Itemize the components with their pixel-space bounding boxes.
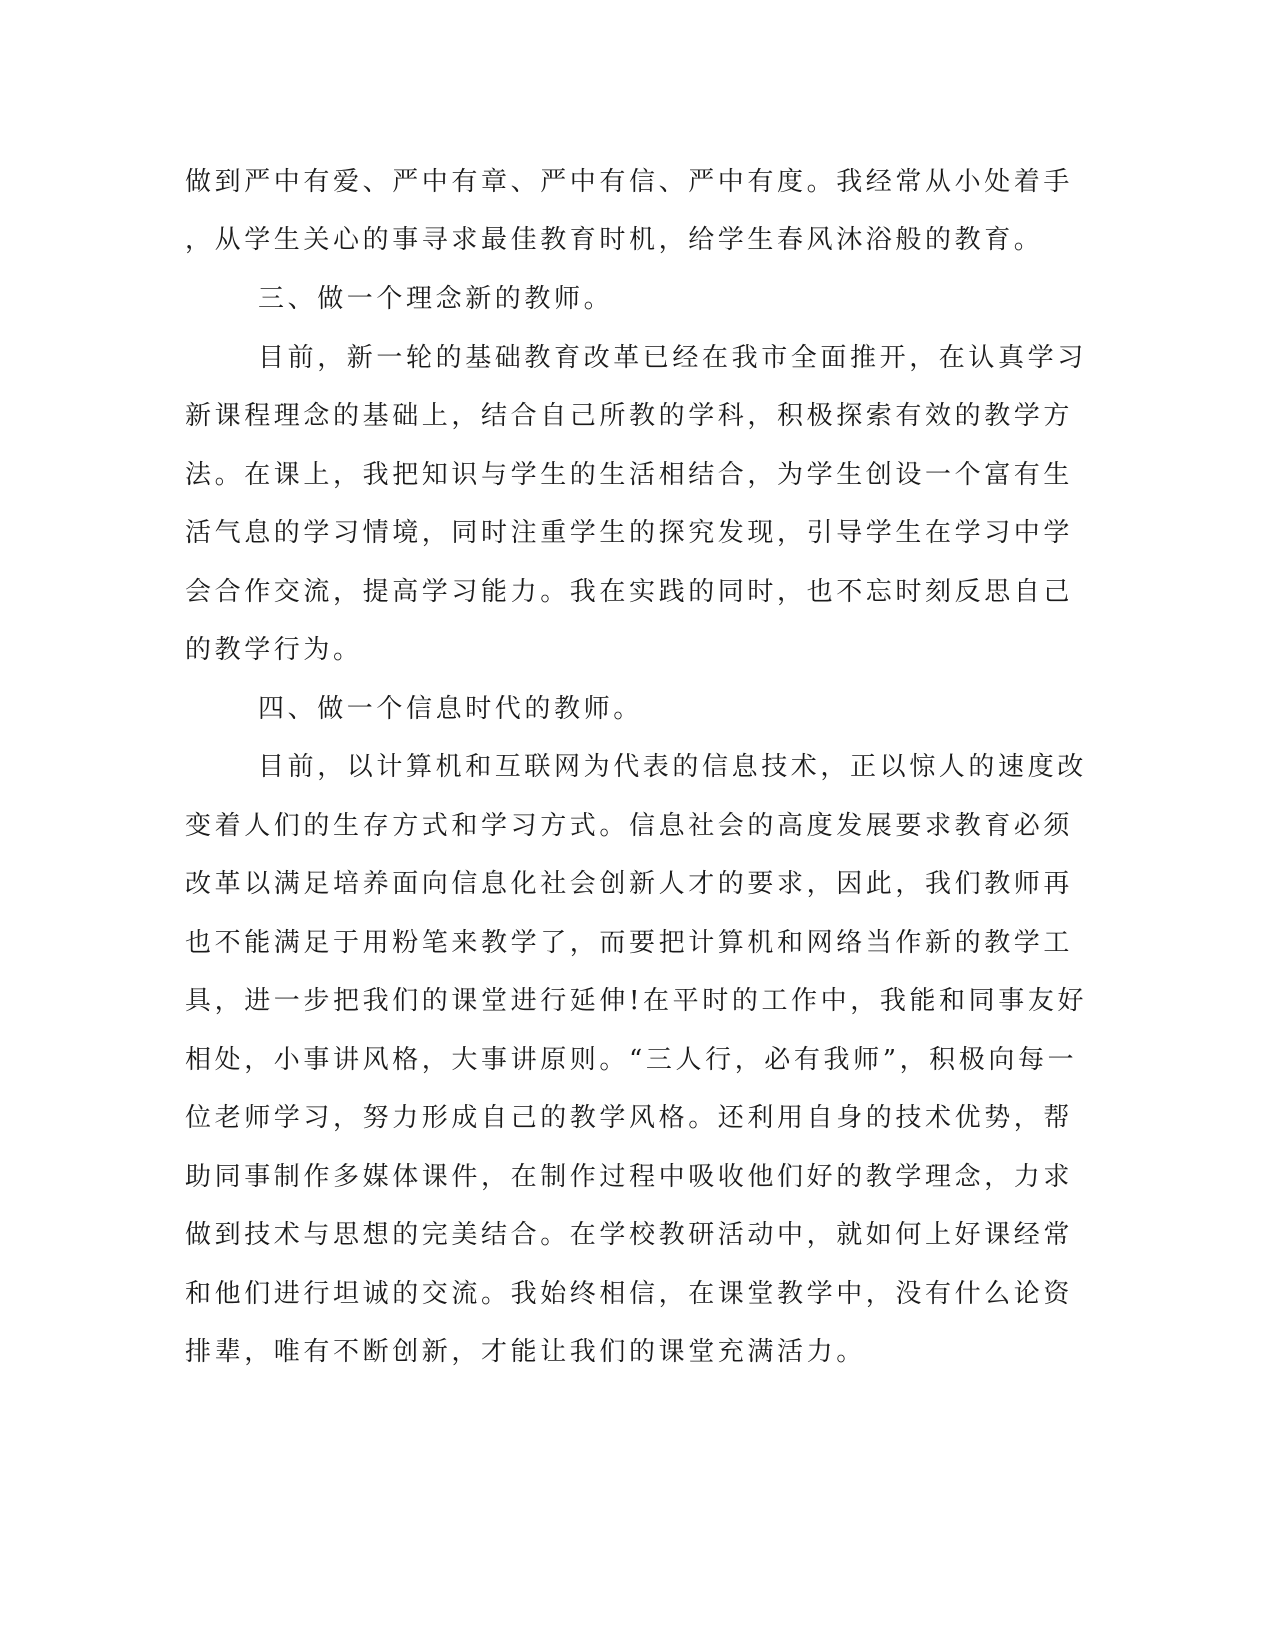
paragraph-line: 新课程理念的基础上，结合自己所教的学科，积极探索有效的教学方 bbox=[185, 401, 1074, 431]
paragraph-line: 位老师学习，努力形成自己的教学风格。还利用自身的技术优势，帮 bbox=[185, 1103, 1074, 1133]
paragraph-line: 具，进一步把我们的课堂进行延伸!在平时的工作中，我能和同事友好 bbox=[185, 986, 1088, 1016]
paragraph-line: 做到严中有爱、严中有章、严中有信、严中有度。我经常从小处着手 bbox=[185, 167, 1074, 197]
paragraph-line: 法。在课上，我把知识与学生的生活相结合，为学生创设一个富有生 bbox=[185, 460, 1074, 490]
paragraph-line: 和他们进行坦诚的交流。我始终相信，在课堂教学中，没有什么论资 bbox=[185, 1279, 1074, 1309]
paragraph-line: 也不能满足于用粉笔来教学了，而要把计算机和网络当作新的教学工 bbox=[185, 928, 1074, 958]
paragraph-line: 排辈，唯有不断创新，才能让我们的课堂充满活力。 bbox=[185, 1337, 866, 1367]
paragraph-line: 的教学行为。 bbox=[185, 635, 363, 665]
section-heading: 三、做一个理念新的教师。 bbox=[258, 284, 614, 314]
paragraph-line: 变着人们的生存方式和学习方式。信息社会的高度发展要求教育必须 bbox=[185, 811, 1074, 841]
section-heading: 四、做一个信息时代的教师。 bbox=[258, 694, 643, 724]
paragraph-line: ，从学生关心的事寻求最佳教育时机，给学生春风沐浴般的教育。 bbox=[185, 225, 1044, 255]
paragraph-line: 活气息的学习情境，同时注重学生的探究发现，引导学生在学习中学 bbox=[185, 518, 1074, 548]
paragraph-line: 改革以满足培养面向信息化社会创新人才的要求，因此，我们教师再 bbox=[185, 869, 1074, 899]
paragraph-line: 会合作交流，提高学习能力。我在实践的同时，也不忘时刻反思自己 bbox=[185, 577, 1074, 607]
paragraph-line: 助同事制作多媒体课件，在制作过程中吸收他们好的教学理念，力求 bbox=[185, 1162, 1074, 1192]
paragraph-line: 相处，小事讲风格，大事讲原则。“三人行，必有我师”，积极向每一 bbox=[185, 1045, 1078, 1075]
paragraph-line: 目前，新一轮的基础教育改革已经在我市全面推开，在认真学习 bbox=[258, 343, 1087, 373]
paragraph-line: 目前，以计算机和互联网为代表的信息技术，正以惊人的速度改 bbox=[258, 752, 1087, 782]
paragraph-line: 做到技术与思想的完美结合。在学校教研活动中，就如何上好课经常 bbox=[185, 1220, 1074, 1250]
